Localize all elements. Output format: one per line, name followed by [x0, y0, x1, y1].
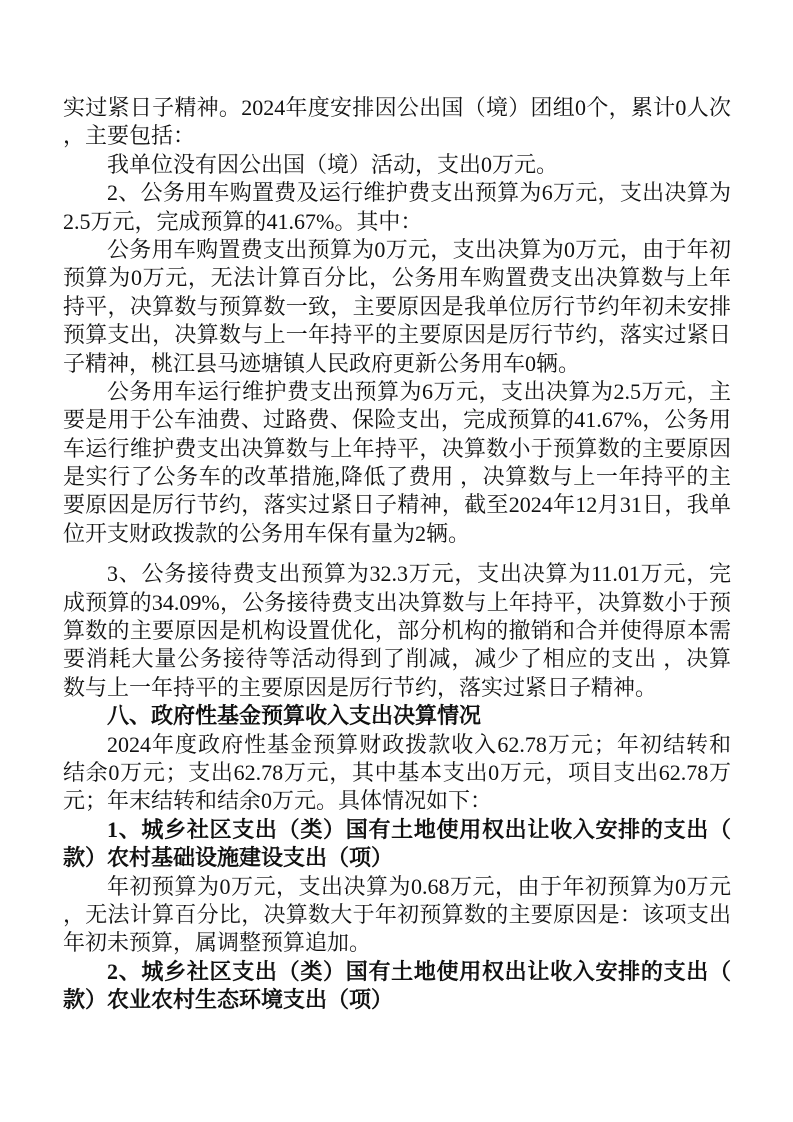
- text-line: ，主要包括：: [63, 123, 196, 149]
- heading-line: 款）农业农村生态环境支出（项）: [63, 987, 394, 1013]
- text-line: 3、公务接待费支出预算为32.3万元，支出决算为11.01万元，完: [107, 561, 731, 587]
- text-line: 要消耗大量公务接待等活动得到了削减，减少了相应的支出 ，决算: [63, 646, 731, 672]
- text-line: 2、公务用车购置费及运行维护费支出预算为6万元，支出决算为: [107, 180, 731, 206]
- text-line: 车运行维护费支出决算数与上年持平，决算数小于预算数的主要原因: [63, 435, 731, 461]
- text-line: 年初未预算，属调整预算追加。: [63, 930, 372, 956]
- heading-line: 款）农村基础设施建设支出（项）: [63, 845, 394, 871]
- text-line: 持平，决算数与预算数一致，主要原因是我单位厉行节约年初未安排: [63, 293, 731, 319]
- text-line: 公务用车运行维护费支出预算为6万元，支出决算为2.5万元，主: [107, 378, 731, 404]
- text-line: 结余0万元；支出62.78万元，其中基本支出0万元，项目支出62.78万: [63, 759, 731, 785]
- text-line: 元；年末结转和结余0万元。具体情况如下：: [63, 788, 493, 814]
- text-line: 要原因是厉行节约，落实过紧日子精神，截至2024年12月31日，我单: [63, 492, 731, 518]
- text-line: 预算支出，决算数与上一年持平的主要原因是厉行节约，落实过紧日: [63, 322, 731, 348]
- text-line: 子精神，桃江县马迹塘镇人民政府更新公务用车0辆。: [63, 350, 581, 376]
- heading-line: 八、政府性基金预算收入支出决算情况: [107, 703, 482, 729]
- text-line: 公务用车购置费支出预算为0万元，支出决算为0万元，由于年初: [107, 236, 731, 262]
- document-body: [63, 94, 731, 1015]
- text-line: 位开支财政拨款的公务用车保有量为2辆。: [63, 520, 471, 546]
- text-line: 预算为0万元，无法计算百分比，公务用车购置费支出决算数与上年: [63, 265, 731, 291]
- text-line: 是实行了公务车的改革措施,降低了费用 ，决算数与上一年持平的主: [63, 464, 731, 490]
- text-line: ，无法计算百分比，决算数大于年初预算数的主要原因是：该项支出: [63, 901, 731, 927]
- heading-line: 2、城乡社区支出（类）国有土地使用权出让收入安排的支出（: [107, 958, 731, 984]
- text-line: 成预算的34.09%，公务接待费支出决算数与上年持平，决算数小于预: [63, 589, 731, 615]
- text-line: 我单位没有因公出国（境）活动，支出0万元。: [107, 151, 559, 177]
- text-line: 实过紧日子精神。2024年度安排因公出国（境）团组0个，累计0人次: [63, 95, 731, 120]
- text-line: 2024年度政府性基金预算财政拨款收入62.78万元；年初结转和: [107, 731, 731, 757]
- text-line: 2.5万元，完成预算的41.67%。其中：: [63, 208, 423, 234]
- text-line: 年初预算为0万元，支出决算为0.68万元，由于年初预算为0万元: [107, 873, 731, 899]
- heading-line: 1、城乡社区支出（类）国有土地使用权出让收入安排的支出（: [107, 816, 731, 842]
- text-line: 数与上一年持平的主要原因是厉行节约，落实过紧日子精神。: [63, 674, 658, 700]
- text-line: 要是用于公车油费、过路费、保险支出，完成预算的41.67%，公务用: [63, 407, 731, 433]
- text-line: 算数的主要原因是机构设置优化，部分机构的撤销和合并使得原本需: [63, 618, 731, 644]
